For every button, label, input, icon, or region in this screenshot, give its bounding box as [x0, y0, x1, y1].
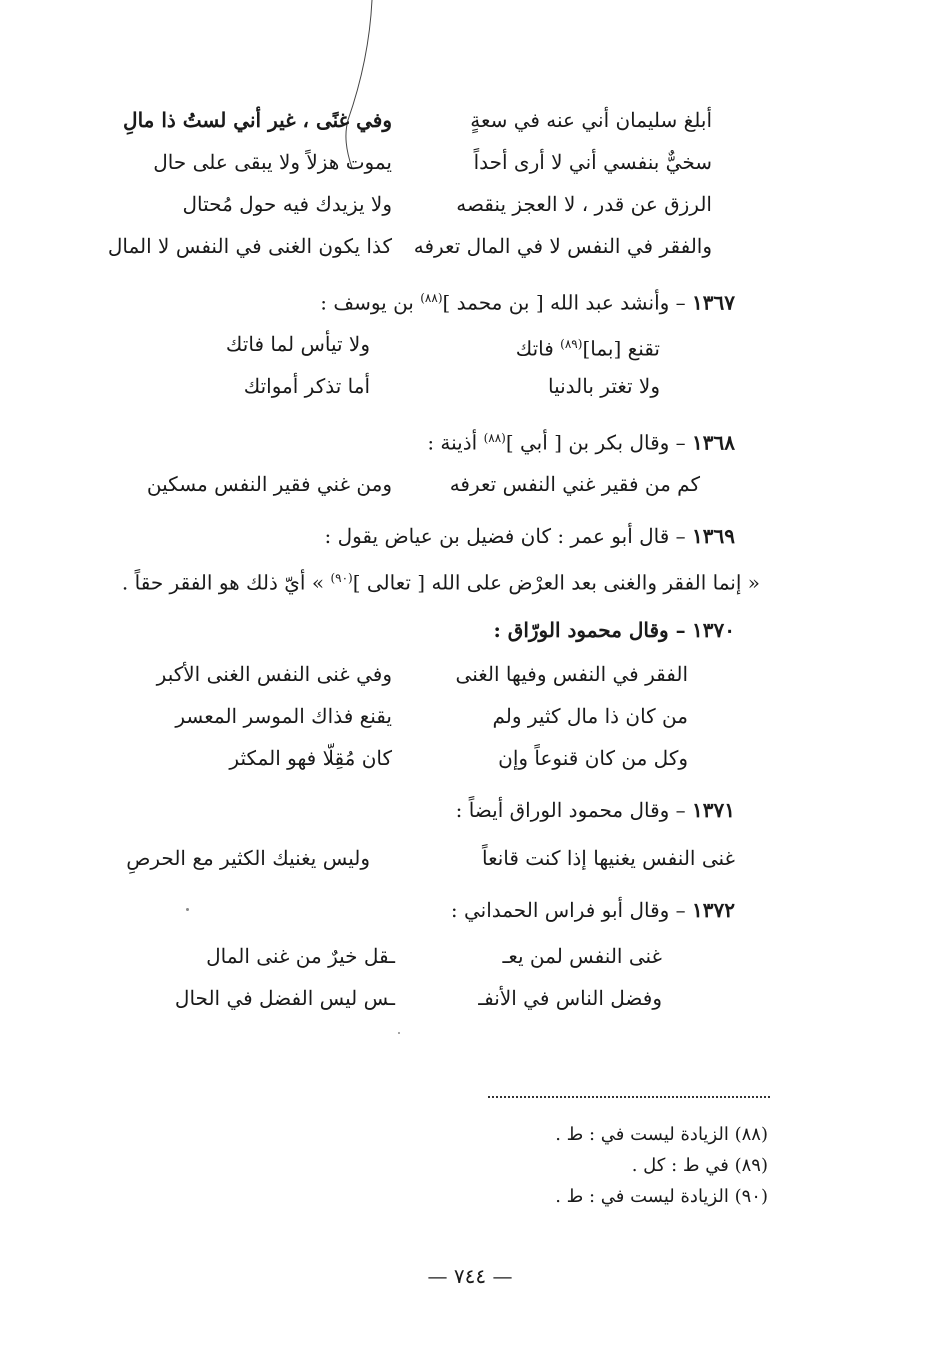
footnote-number: (٨٩): [734, 1155, 768, 1176]
footnote-ref: (٩٠): [330, 571, 353, 585]
heading-1372: [451, 896, 735, 924]
footnote-number: (٩٠): [734, 1186, 768, 1207]
verse-1371-left: وليس يغنيك الكثير مع الحرصِ: [126, 846, 370, 870]
verse-2-right: سخيٌّ بنفسي أني لا أرى أحداً: [473, 150, 712, 174]
verse-1-left: وفي غنًى ، غير أني لستُ ذا مالِ: [123, 108, 392, 132]
verse-2-left: يموت هزلاً ولا يبقى على حال: [153, 150, 392, 174]
heading-text: – وقال محمود الوراق أيضاً :: [455, 798, 686, 822]
verse-1370-3-left: كان مُقِلّا فهو المكثر: [229, 746, 392, 770]
heading-text: – وقال بكر بن [ أبي ]: [505, 430, 686, 455]
entry-number: ١٣٦٩: [692, 524, 735, 548]
verse-1370-2-right: من كان ذا مال كثير ولم: [492, 704, 688, 728]
footnote-number: (٨٨): [734, 1124, 768, 1145]
verse-1372-1-left: ـقل خيرٌ من غنى المال: [206, 944, 395, 968]
footnote-text: في ط : كل .: [631, 1155, 729, 1176]
heading-text: – وقال محمود الورّاق :: [493, 618, 686, 642]
verse-1372-1-right: غنى النفس لمن يعـ: [502, 944, 662, 968]
verse-1372-2-right: وفضل الناس في الأنفـ: [478, 986, 662, 1010]
heading-1369: [324, 522, 735, 550]
entry-number: ١٣٧١: [692, 798, 735, 822]
verse-1367-2-left: أما تذكر أمواتك: [243, 374, 370, 398]
heading-1370: [493, 616, 735, 644]
verse-4-left: كذا يكون الغنى في النفس لا المال: [107, 234, 392, 258]
verse-1370-2-left: يقنع فذاك الموسر المعسر: [175, 704, 392, 728]
prose-text: « إنما الفقر والغنى بعد العرْض على الله [ تعالى ]: [352, 570, 760, 595]
prose-tail: » أيّ ذلك هو الفقر حقاً .: [121, 570, 331, 595]
verse-1-right: أبلغ سليمان أني عنه في سعةٍ: [470, 108, 712, 132]
heading-1368: [427, 424, 735, 457]
footnote-text: الزيادة ليست في : ط .: [555, 1124, 729, 1145]
verse-1368-right: كم من فقير غني النفس تعرفه: [449, 472, 700, 496]
footnote-90: [555, 1184, 768, 1210]
page-number: — ٧٤٤ —: [427, 1264, 513, 1288]
entry-number: ١٣٦٧: [692, 290, 735, 315]
hemistich-tail: فاتك: [515, 336, 561, 361]
footnote-ref: (٨٩): [560, 337, 583, 351]
entry-number: ١٣٦٨: [692, 430, 735, 455]
heading-text: – وأنشد عبد الله [ بن محمد ]: [442, 290, 686, 315]
verse-3-left: ولا يزيدك فيه حول مُحتال: [182, 192, 392, 216]
scan-speck: [186, 908, 189, 911]
entry-number: ١٣٧٢: [692, 898, 735, 922]
heading-text: – قال أبو عمر : كان فضيل بن عياض يقول :: [324, 524, 686, 548]
verse-4-right: والفقر في النفس لا في المال تعرفه: [413, 234, 712, 258]
prose-1369: [122, 564, 760, 597]
heading-text: – وقال أبو فراس الحمداني :: [450, 898, 686, 922]
verse-1372-2-left: ـس ليس الفضل في الحال: [174, 986, 395, 1010]
verse-1370-1-left: وفي غنى النفس الغنى الأكبر: [156, 662, 392, 686]
verse-3-right: الرزق عن قدر ، لا العجز ينقصه: [456, 192, 712, 216]
footnote-88: [555, 1122, 768, 1148]
footnote-ref: (٨٨): [420, 291, 443, 305]
hemistich-text: تقنع [بما]: [582, 336, 660, 361]
verse-1370-1-right: الفقر في النفس وفيها الغنى: [455, 662, 688, 686]
heading-1371: [456, 796, 735, 824]
footnote-ref: (٨٨): [483, 431, 506, 445]
scan-artifact-line: [340, 0, 380, 170]
heading-tail: أذينة :: [427, 430, 484, 455]
verse-1371-right: غنى النفس يغنيها إذا كنت قانعاً: [481, 846, 735, 870]
footnote-89: [632, 1153, 768, 1179]
verse-1367-2-right: ولا تغتر بالدنيا: [547, 374, 660, 398]
verse-1367-1-left: ولا تيأس لما فاتك: [225, 332, 370, 356]
heading-1367: [320, 284, 735, 317]
entry-number: ١٣٧٠: [692, 618, 735, 642]
verse-1370-3-right: وكل من كان قنوعاً وإن: [498, 746, 688, 770]
verse-1368-left: ومن غني فقير النفس مسكين: [146, 472, 392, 496]
footnote-text: الزيادة ليست في : ط .: [555, 1186, 729, 1207]
footnote-separator: [488, 1096, 770, 1098]
heading-tail: بن يوسف :: [320, 290, 421, 315]
verse-1367-1-right: [516, 330, 660, 363]
scan-speck: [398, 1032, 400, 1034]
